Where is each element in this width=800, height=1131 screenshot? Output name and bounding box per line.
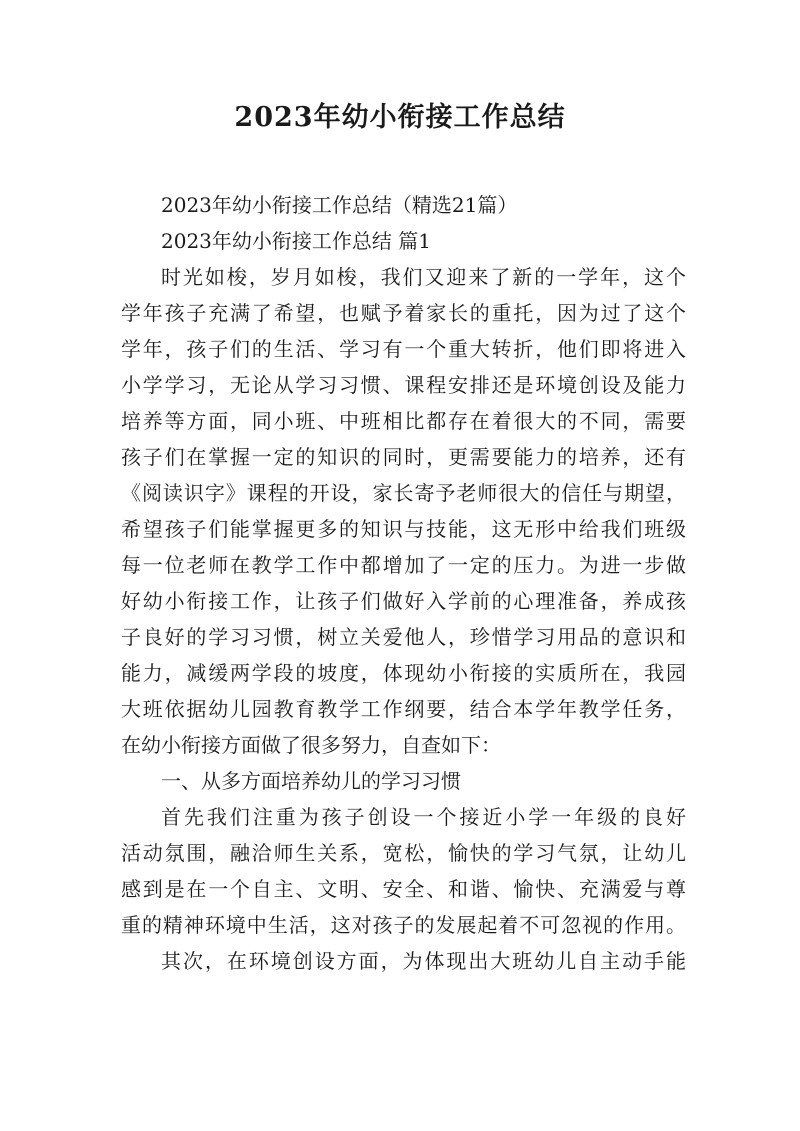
body-line: 好幼小衔接工作，让孩子们做好入学前的心理准备，养成孩 [121, 589, 686, 613]
body-line: 2023年幼小衔接工作总结（精选21篇） [161, 193, 518, 217]
body-line: 感到是在一个自主、文明、安全、和谐、愉快、充满爱与尊 [121, 877, 686, 901]
body-line: 大班依据幼儿园教育教学工作纲要，结合本学年教学任务， [121, 697, 686, 721]
body-line: 活动氛围，融洽师生关系，宽松，愉快的学习气氛，让幼儿 [121, 841, 686, 865]
body-line: 孩子们在掌握一定的知识的同时，更需要能力的培养，还有 [121, 445, 686, 469]
body-line: 希望孩子们能掌握更多的知识与技能，这无形中给我们班级 [121, 517, 686, 541]
body-line: 首先我们注重为孩子创设一个接近小学一年级的良好 [161, 805, 686, 829]
body-line: 能力，减缓两学段的坡度，体现幼小衔接的实质所在，我园 [121, 661, 686, 685]
body-line: 《阅读识字》课程的开设，家长寄予老师很大的信任与期望， [121, 481, 686, 505]
body-line: 每一位老师在教学工作中都增加了一定的压力。为进一步做 [121, 553, 686, 577]
document-body [121, 187, 686, 979]
body-line: 学年孩子充满了希望，也赋予着家长的重托，因为过了这个 [121, 301, 686, 325]
page-title: 2023年幼小衔接工作总结 [234, 102, 566, 133]
body-line: 在幼小衔接方面做了很多努力，自查如下： [121, 733, 501, 757]
body-line: 一、从多方面培养幼儿的学习习惯 [161, 769, 461, 793]
body-line: 学年，孩子们的生活、学习有一个重大转折，他们即将进入 [121, 337, 686, 361]
body-line: 其次，在环境创设方面，为体现出大班幼儿自主动手能 [161, 949, 686, 973]
body-line: 重的精神环境中生活，这对孩子的发展起着不可忽视的作用。 [121, 913, 686, 937]
body-line: 2023年幼小衔接工作总结 篇1 [161, 229, 431, 253]
body-line: 子良好的学习习惯，树立关爱他人，珍惜学习用品的意识和 [121, 625, 686, 649]
body-line: 培养等方面，同小班、中班相比都存在着很大的不同，需要 [121, 409, 686, 433]
body-line: 小学学习，无论从学习习惯、课程安排还是环境创设及能力 [121, 373, 686, 397]
body-line: 时光如梭，岁月如梭，我们又迎来了新的一学年，这个 [161, 265, 686, 289]
